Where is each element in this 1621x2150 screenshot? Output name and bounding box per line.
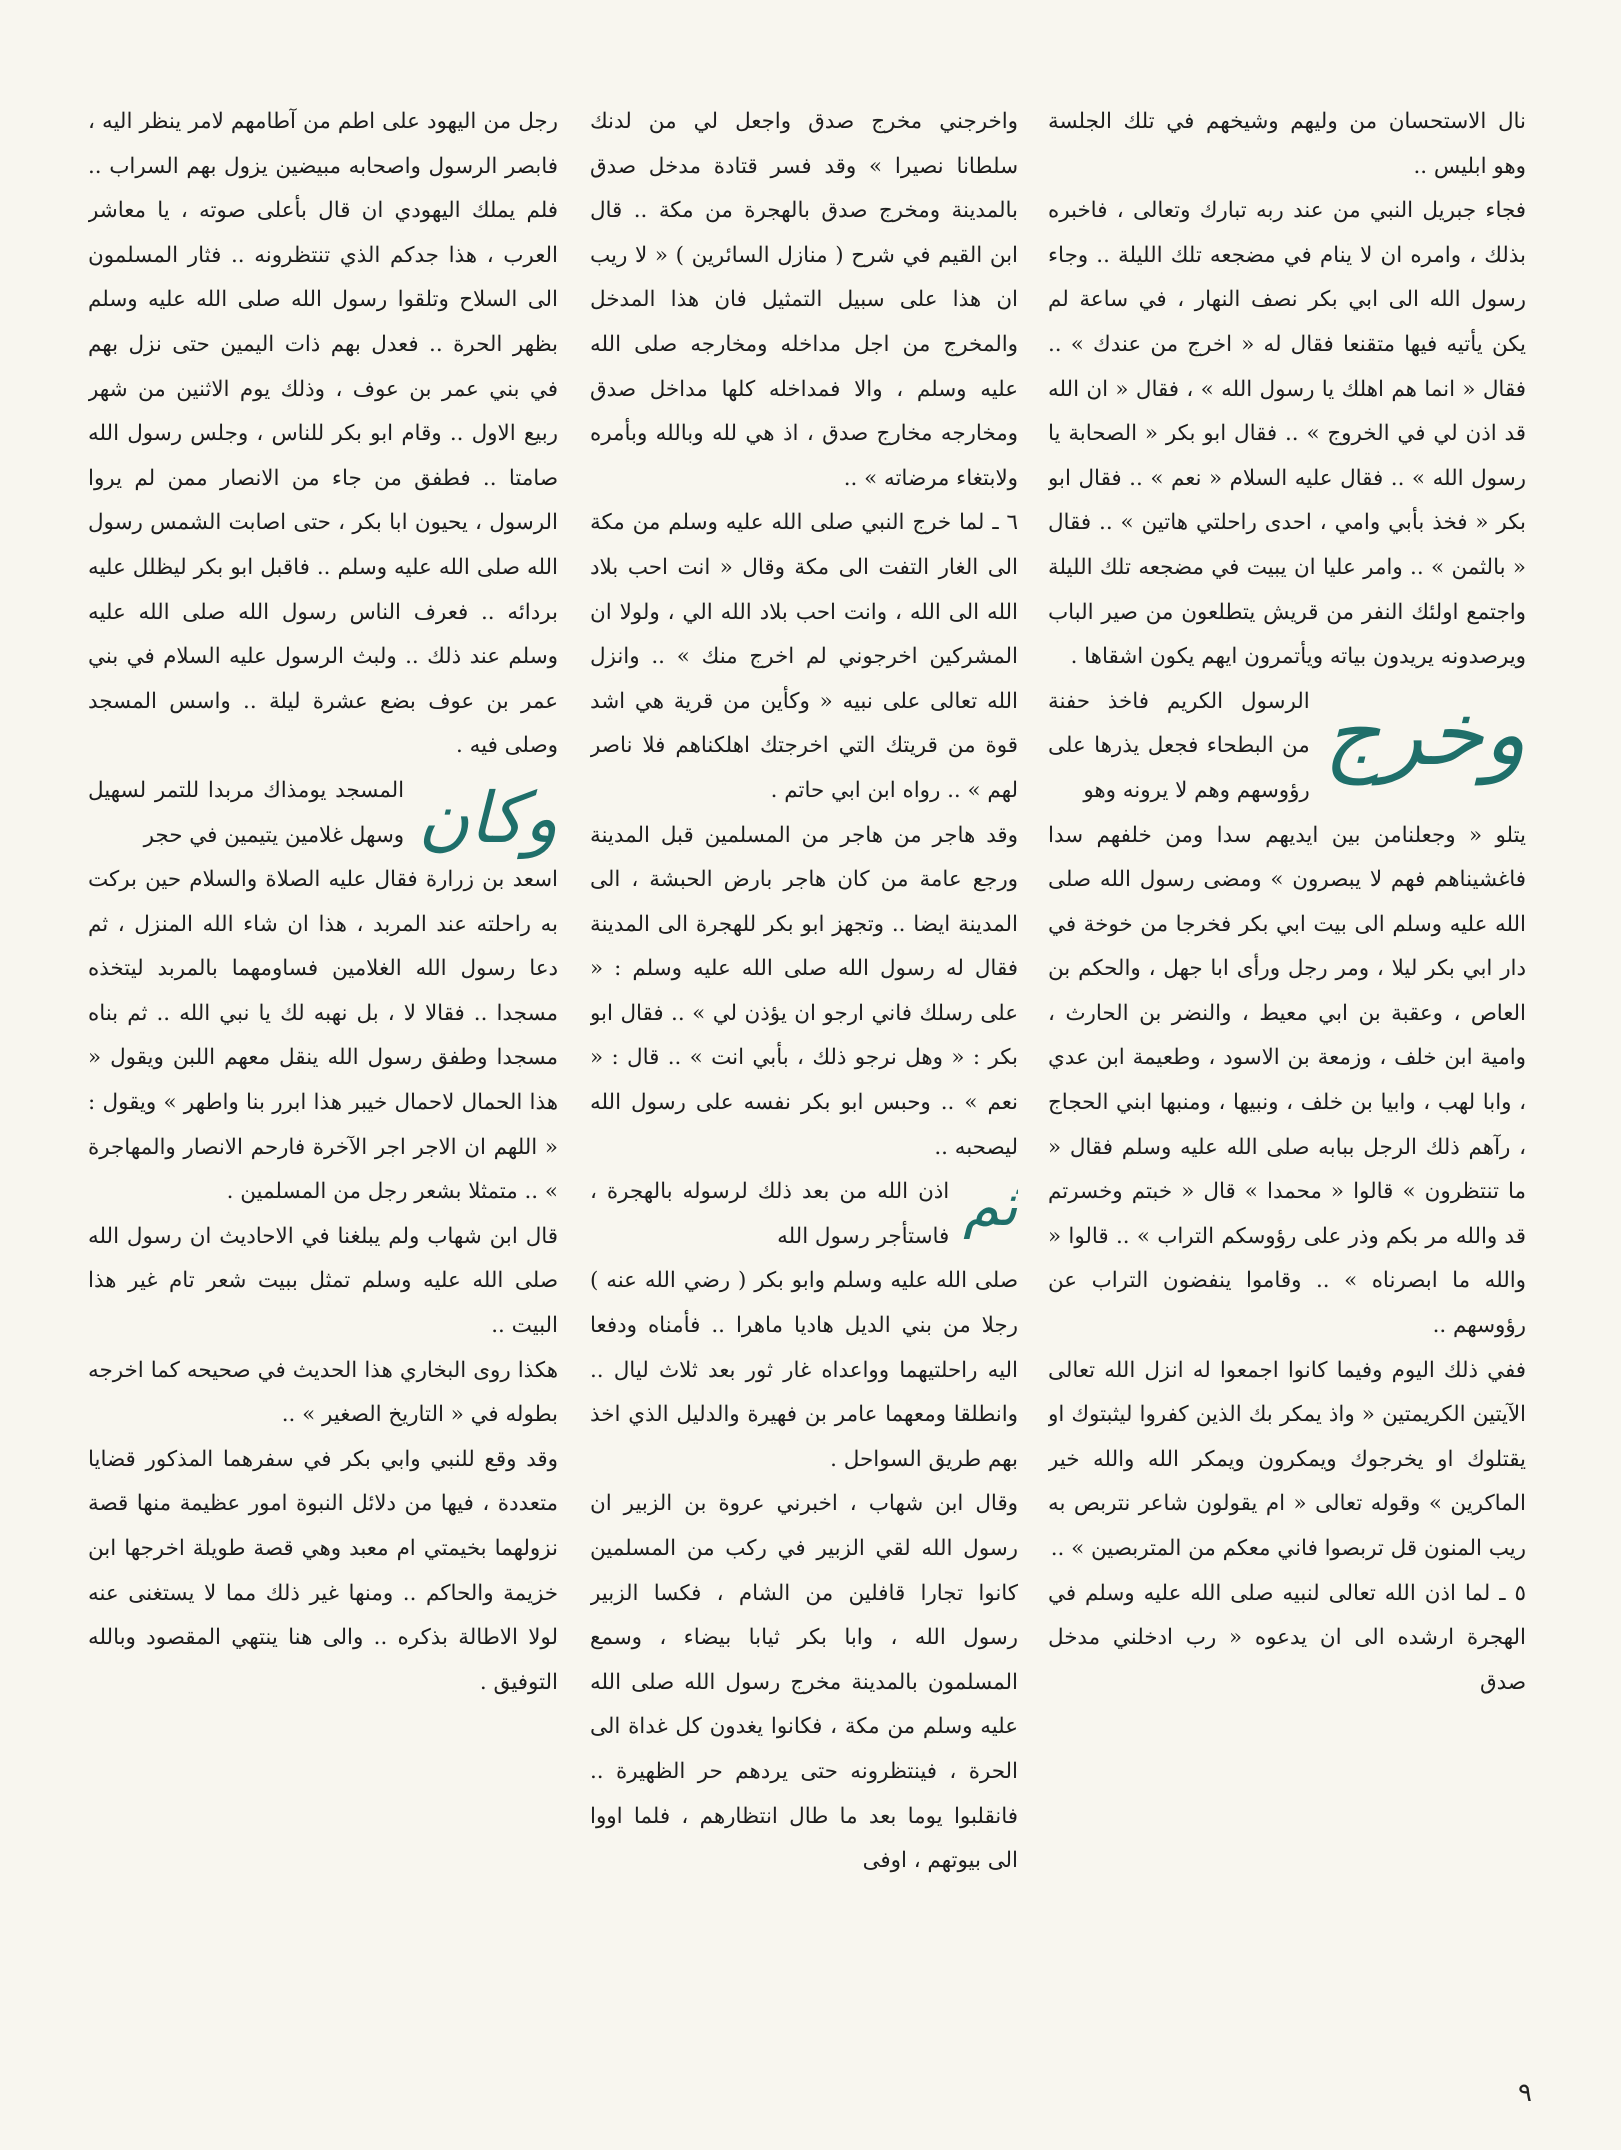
drop-heading-block — [590, 1170, 1018, 1259]
paragraph: واخرجني مخرج صدق واجعل لي من لدنك سلطانا نصيرا » وقد فسر قتادة مدخل صدق بالمدينة ومخرج صدق بالهجرة من مكة .. قال ابن القيم في شرح ( منازل السائرين ) « لا ريب ان هذا على سبيل التمثيل فان هذا المدخل والمخرج من اجل مداخله ومخارجه صلى الله عليه وسلم ، والا فمداخله كلها مداخل صدق ومخارجه مخارج صدق ، اذ هي لله وبالله وبأمره ولابتغاء مرضاته » .. — [590, 109, 1018, 491]
paragraph: وقال ابن شهاب ، اخبرني عروة بن الزبير ان رسول الله لقي الزبير في ركب من المسلمين كانوا تجارا قافلين من الشام ، فكسا الزبير رسول الله ، وابا بكر ثيابا بيضاء ، وسمع المسلمون بالمدينة مخرج رسول الله صلى الله عليه وسلم من مكة ، فكانوا يغدون كل غداة الى الحرة ، فينتظرونه حتى يردهم حر الظهيرة .. فانقلبوا يوما بعد ما طال انتظارهم ، فلما اووا الى بيوتهم ، اوفى — [590, 1491, 1018, 1874]
paragraph: اذن الله من بعد ذلك لرسوله بالهجرة ، فاستأجر رسول الله — [590, 1179, 950, 1249]
paragraph: وقد هاجر من هاجر من المسلمين قبل المدينة ورجع عامة من كان هاجر بارض الحبشة ، الى المدينة ايضا .. وتجهز ابو بكر للهجرة الى المدينة فقال له رسول الله صلى الله عليه وسلم : « على رسلك فاني ارجو ان يؤذن لي » .. فقال ابو بكر : « وهل نرجو ذلك ، بأبي انت » .. قال : « نعم » .. وحبس ابو بكر نفسه على رسول الله ليصحبه .. — [590, 822, 1018, 1160]
paragraph: الرسول الكريم فاخذ حفنة من البطحاء فجعل يذرها على رؤوسهم وهم لا يرونه وهو — [1048, 688, 1310, 803]
paragraph: صلى الله عليه وسلم وابو بكر ( رضي الله عنه ) رجلا من بني الديل هاديا ماهرا .. فأمناه ودفعا اليه راحلتيهما وواعداه غار ثور بعد ثلاث ليال .. وانطلقا ومعهما عامر بن فهيرة والدليل الذي اخذ بهم طريق السواحل . — [590, 1268, 1018, 1472]
paragraph: رجل من اليهود على اطم من آطامهم لامر ينظر اليه ، فابصر الرسول واصحابه مبيضين يزول بهم السراب .. فلم يملك اليهودي ان قال بأعلى صوته ، يا معاشر العرب ، هذا جدكم الذي تنتظرونه .. فثار المسلمون الى السلاح وتلقوا رسول الله صلى الله عليه وسلم بظهر الحرة .. فعدل بهم ذات اليمين حتى نزل بهم في بني عمر بن عوف ، وذلك يوم الاثنين من شهر ربيع الاول .. وقام ابو بكر للناس ، وجلس رسول الله صامتا .. فطفق من جاء من الانصار ممن لم يروا الرسول ، يحيون ابا بكر ، حتى اصابت الشمس رسول الله صلى الله عليه وسلم .. فاقبل ابو بكر ليظلل عليه بردائه .. فعرف الناس رسول الله صلى الله عليه وسلم عند ذلك .. ولبث الرسول عليه السلام في بني عمر بن عوف بضع عشرة ليلة .. واسس المسجد وصلى فيه . — [88, 109, 558, 759]
decorative-heading-word: وخرج — [1323, 681, 1526, 785]
drop-heading-block — [88, 769, 558, 858]
paragraph: وقد وقع للنبي وابي بكر في سفرهما المذكور قضايا متعددة ، فيها من دلائل النبوة امور عظيمة منها قصة نزولهما بخيمتي ام معبد وهي قصة طويلة اخرجها ابن خزيمة والحاكم .. ومنها غير ذلك مما لا يستغنى عنه لولا الاطالة بذكره .. والى هنا ينتهي المقصود وبالله التوفيق . — [88, 1446, 558, 1695]
paragraph: ٦ ـ لما خرج النبي صلى الله عليه وسلم من مكة الى الغار التفت الى مكة وقال « انت احب بلاد الله الى الله ، وانت احب بلاد الله الي ، ولولا ان المشركين اخرجوني لم اخرج منك » .. وانزل الله تعالى على نبيه « وكأين من قرية هي اشد قوة من قريتك التي اخرجتك اهلكناهم فلا ناصر لهم » .. رواه ابن ابي حاتم . — [590, 510, 1018, 803]
paragraph: نال الاستحسان من وليهم وشيخهم في تلك الجلسة وهو ابليس .. — [1048, 109, 1526, 179]
paragraph: ففي ذلك اليوم وفيما كانوا اجمعوا له انزل الله تعالى الآيتين الكريمتين « واذ يمكر بك الذين كفروا ليثبتوك او يقتلوك او يخرجوك ويمكرون ويمكر الله والله خير الماكرين » وقوله تعالى « ام يقولون شاعر نتربص به ريب المنون قل تربصوا فاني معكم من المتربصين » .. — [1048, 1357, 1526, 1561]
decorative-heading-word: وكان — [418, 776, 558, 859]
paragraph: فجاء جبريل النبي من عند ربه تبارك وتعالى ، فاخبره بذلك ، وامره ان لا ينام في مضجعه تلك الليلة .. وجاء رسول الله الى ابي بكر نصف النهار ، في ساعة لم يكن يأتيه فيها متقنعا فقال له « اخرج من عندك » .. فقال « انما هم اهلك يا رسول الله » ، فقال « ان الله قد اذن لي في الخروج » .. فقال ابو بكر « الصحابة يا رسول الله » .. فقال عليه السلام « نعم » .. فقال ابو بكر « فخذ بأبي وامي ، احدى راحلتي هاتين » .. فقال « بالثمن » .. وامر عليا ان يبيت في مضجعه تلك الليلة واجتمع اولئك النفر من قريش يتطلعون من صير الباب ويرصدونه يريدون بياته ويأتمرون ايهم يكون اشقاها . — [1048, 198, 1526, 670]
decorative-heading-word: ثم — [963, 1171, 1018, 1240]
text-column-left — [88, 100, 558, 2080]
text-column-right — [1048, 100, 1526, 2080]
paragraph: المسجد يومذاك مربدا للتمر لسهيل وسهل غلامين يتيمين في حجر — [88, 777, 405, 848]
paragraph: هكذا روى البخاري هذا الحديث في صحيحه كما اخرجه بطوله في « التاريخ الصغير » .. — [88, 1357, 558, 1428]
paragraph: ٥ ـ لما اذن الله تعالى لنبيه صلى الله عليه وسلم في الهجرة ارشده الى ان يدعوه « رب ادخلني مدخل صدق — [1048, 1580, 1526, 1695]
drop-heading-block — [1048, 680, 1526, 814]
paragraph: يتلو « وجعلنامن بين ايديهم سدا ومن خلفهم سدا فاغشيناهم فهم لا يبصرون » ومضى رسول الله صلى الله عليه وسلم الى بيت ابي بكر فخرجا من خوخة في دار ابي بكر ليلا ، ومر رجل ورأى ابا جهل ، والحكم بن العاص ، وعقبة بن ابي معيط ، والنضر بن الحارث ، وامية ابن خلف ، وزمعة بن الاسود ، وطعيمة ابن عدي ، وابا لهب ، وابيا بن خلف ، ونبيها ، ومنبها ابني الحجاج ، رآهم ذلك الرجل ببابه صلى الله عليه وسلم فقال « ما تنتظرون » قالوا « محمدا » قال « خبتم وخسرتم قد والله مر بكم وذر على رؤوسكم التراب » .. قالوا « والله ما ابصرناه » .. وقاموا ينفضون التراب عن رؤوسهم .. — [1048, 822, 1526, 1339]
page-number: ٩ — [1518, 2078, 1532, 2108]
text-column-middle — [590, 100, 1018, 2080]
paragraph: قال ابن شهاب ولم يبلغنا في الاحاديث ان رسول الله صلى الله عليه وسلم تمثل ببيت شعر تام غير هذا البيت .. — [88, 1223, 558, 1339]
paragraph: اسعد بن زرارة فقال عليه الصلاة والسلام حين بركت به راحلته عند المربد ، هذا ان شاء الله المنزل ، ثم دعا رسول الله الغلامين فساومهما بالمربد ليتخذه مسجدا .. فقالا لا ، بل نهبه لك يا نبي الله .. ثم بناه مسجدا وطفق رسول الله ينقل معهم اللبن ويقول « هذا الحمال لاحمال خيبر هذا ابرر بنا واطهر » ويقول : « اللهم ان الاجر اجر الآخرة فارحم الانصار والمهاجرة » .. متمثلا بشعر رجل من المسلمين . — [88, 867, 558, 1205]
